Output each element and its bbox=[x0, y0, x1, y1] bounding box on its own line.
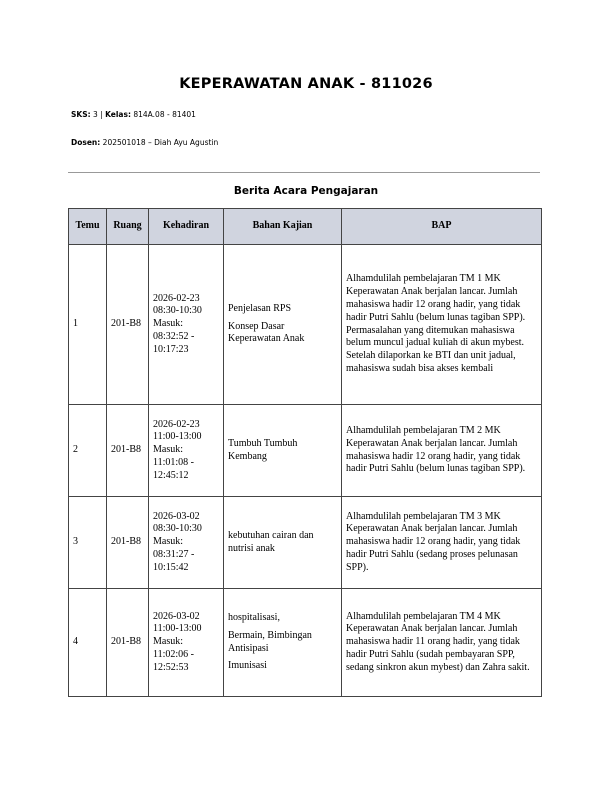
table-row bbox=[69, 589, 542, 697]
dosen-label: Dosen: bbox=[71, 138, 101, 147]
section-title: Berita Acara Pengajaran bbox=[233, 185, 379, 197]
cell-bap: Alhamdulilah pembelajaran TM 2 MK Keperawatan Anak berjalan lancar. Jumlah mahasiswa hadir 12 orang hadir, yang tidak hadir Putri Sahlu (belum lunas tagiban SPP). bbox=[342, 405, 542, 497]
cell-kehadiran bbox=[149, 405, 224, 497]
course-meta-dosen bbox=[71, 138, 218, 147]
header-bap: BAP bbox=[342, 209, 542, 245]
kehadiran-in: 11:02:06 - bbox=[153, 648, 195, 660]
kehadiran-out: 12:45:12 bbox=[153, 469, 189, 481]
cell-temu: 3 bbox=[69, 497, 107, 589]
kehadiran-masuk-label: Masuk: bbox=[153, 318, 183, 330]
kelas-label: Kelas: bbox=[105, 110, 131, 119]
course-meta-sks-kelas: SKS: 3 | Kelas: 814A.08 - 81401 bbox=[71, 110, 196, 119]
cell-bap: Alhamdulilah pembelajaran TM 4 MK Keperawatan Anak berjalan lancar. Jumlah mahasiswa hadir 11 orang hadir, yang tidak hadir Putri Sahlu (sudah pembayaran SPP, sedang sinkron akun mybest) dan Zahra sakit. bbox=[342, 589, 542, 697]
kehadiran-out: 10:17:23 bbox=[153, 343, 189, 355]
cell-temu: 1 bbox=[69, 245, 107, 405]
header-ruang: Ruang bbox=[107, 209, 149, 245]
bap-table bbox=[68, 208, 542, 697]
table-header-row bbox=[69, 209, 542, 245]
cell-ruang: 201-B8 bbox=[107, 405, 149, 497]
header-kehadiran: Kehadiran bbox=[149, 209, 224, 245]
bahan-item: Imunisasi bbox=[228, 660, 267, 672]
kehadiran-masuk-label: Masuk: bbox=[153, 536, 183, 548]
kehadiran-in: 11:01:08 - bbox=[153, 456, 195, 468]
table-row bbox=[69, 405, 542, 497]
kelas-value: 814A.08 - 81401 bbox=[133, 110, 196, 119]
kehadiran-time: 08:30-10:30 bbox=[153, 305, 202, 317]
kehadiran-date: 2026-02-23 bbox=[153, 292, 200, 304]
bahan-item: Bermain, Bimbingan Antisipasi bbox=[228, 629, 312, 654]
bahan-item: kebutuhan cairan dan nutrisi anak bbox=[228, 529, 314, 554]
kehadiran-out: 12:52:53 bbox=[153, 661, 189, 673]
table-row bbox=[69, 245, 542, 405]
cell-bahan-kajian bbox=[224, 405, 342, 497]
table-row bbox=[69, 497, 542, 589]
kehadiran-time: 11:00-13:00 bbox=[153, 431, 202, 443]
kehadiran-date: 2026-03-02 bbox=[153, 610, 200, 622]
sks-label: SKS: bbox=[71, 110, 91, 119]
cell-ruang: 201-B8 bbox=[107, 497, 149, 589]
kehadiran-time: 08:30-10:30 bbox=[153, 523, 202, 535]
course-title: KEPERAWATAN ANAK - 811026 bbox=[179, 76, 433, 92]
cell-bap: Alhamdulilah pembelajaran TM 1 MK Keperawatan Anak berjalan lancar. Jumlah mahasiswa hadir 12 orang hadir, yang tidak hadir Putri Sahlu (belum lunas tagiban SPP). Permasalahan yang ditemukan mahasiswa belum muncul jadual kuliah di akun mybest. Setelah dilaporkan ke BTI dan unit jadual, mahasiswa sudah bisa akses kembali bbox=[342, 245, 542, 405]
bahan-item: Konsep Dasar Keperawatan Anak bbox=[228, 320, 305, 345]
cell-ruang: 201-B8 bbox=[107, 245, 149, 405]
cell-kehadiran bbox=[149, 497, 224, 589]
kehadiran-time: 11:00-13:00 bbox=[153, 623, 202, 635]
header-temu: Temu bbox=[69, 209, 107, 245]
cell-temu: 4 bbox=[69, 589, 107, 697]
kehadiran-out: 10:15:42 bbox=[153, 561, 189, 573]
cell-bahan-kajian bbox=[224, 589, 342, 697]
kehadiran-masuk-label: Masuk: bbox=[153, 636, 183, 648]
cell-kehadiran bbox=[149, 589, 224, 697]
kehadiran-in: 08:31:27 - bbox=[153, 548, 195, 560]
cell-ruang: 201-B8 bbox=[107, 589, 149, 697]
kehadiran-masuk-label: Masuk: bbox=[153, 444, 183, 456]
cell-bahan-kajian bbox=[224, 245, 342, 405]
bahan-item: hospitalisasi, bbox=[228, 611, 280, 623]
cell-kehadiran bbox=[149, 245, 224, 405]
cell-temu: 2 bbox=[69, 405, 107, 497]
divider bbox=[68, 172, 540, 173]
kehadiran-date: 2026-02-23 bbox=[153, 418, 200, 430]
bahan-item: Penjelasan RPS bbox=[228, 302, 292, 314]
cell-bap: Alhamdulilah pembelajaran TM 3 MK Keperawatan Anak berjalan lancar. Jumlah mahasiswa hadir 12 orang hadir, yang tidak hadir Putri Sahlu (sedang proses pelunasan SPP). bbox=[342, 497, 542, 589]
cell-bahan-kajian bbox=[224, 497, 342, 589]
bahan-item: Tumbuh Tumbuh Kembang bbox=[228, 437, 298, 462]
kehadiran-date: 2026-03-02 bbox=[153, 510, 200, 522]
header-bahan-kajian: Bahan Kajian bbox=[224, 209, 342, 245]
sks-value: 3 bbox=[93, 110, 98, 119]
dosen-value: 202501018 – Diah Ayu Agustin bbox=[102, 138, 219, 147]
kehadiran-in: 08:32:52 - bbox=[153, 330, 195, 342]
